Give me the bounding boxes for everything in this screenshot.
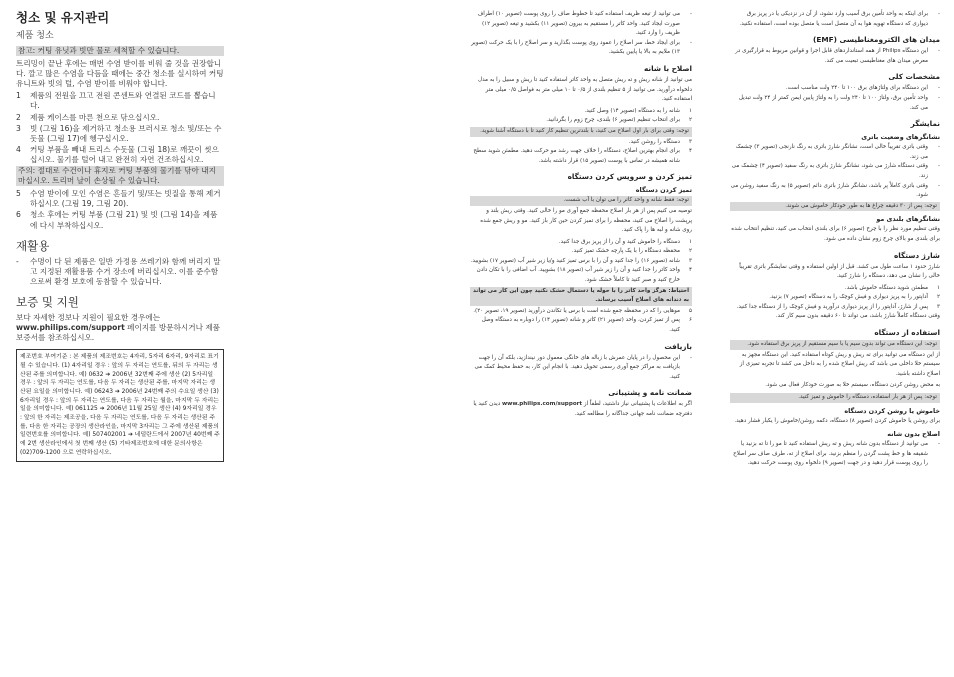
fa-length-title: نشانگرهای بلندی مو: [876, 215, 940, 224]
list-item: - برای ایجاد خط، سر اصلاح را عمود روی پوست بگذارید و سر اصلاح را با یک حرکت (تصویر ۱۳) ملایم به بالا یا پایین بکشید.: [471, 39, 692, 56]
fa-use-text2: به محض روشن کردن دستگاه، سیستم خلا به صورت خودکار فعال می شود.: [765, 382, 940, 389]
fa-clean-warning: احتیاط: هرگز واحد کاتر را با حوله یا دستمال خشک نکنید چون این کار می تواند به دندانه های اصلاح آسیب برساند.: [470, 287, 692, 306]
fa-length-text: وقتی تنظیم مورد نظر را با چرخ (تصویر ۶) برای بلندی انتخاب می کنید، تنظیم انتخاب شده برای بلندی مو بالای چرخ زوم نشان داده می شود.: [731, 226, 940, 242]
list-item: - این محصول را در پایان عمرش با زباله های خانگی معمول دور نیندازید، بلکه آن را جهت بازیافت به مراکز جمع آوری رسمی تحویل دهید. با انجام این کار، به حفظ محیط کمک می کنید.: [474, 354, 692, 380]
ko-title: 청소 및 유지관리: [16, 10, 110, 25]
list-item: ۱ دستگاه را خاموش کنید و آن را از پریز برق جدا کنید.: [558, 238, 692, 245]
fa-emf-title: میدان های الکترومغناطیسی (EMF): [812, 35, 940, 45]
fa-warranty-title: ضمانت نامه و پشتیبانی: [608, 388, 692, 398]
list-item: - وقتی باتری تقریباً خالی است، نشانگر شارژ باتری به رنگ نارنجی (تصویر ۳) چشمک می زند.: [735, 144, 940, 160]
fa-use-text: از این دستگاه می توانید برای ته ریش و ریش کوتاه استفاده کنید. این دستگاه مجهز به سیستم خلا داخلی می باشد که ریش اصلاح شده را به داخل می کشد تا تجربه تمیزی از اصلاح داشته باشید.: [739, 351, 940, 377]
fa-battery-note: توجه: پس از ۳۰ دقیقه چراغ ها به طور خودکار خاموش می شوند.: [730, 202, 940, 212]
fa-use-title: استفاده از دستگاه: [874, 328, 940, 338]
list-item: ۴ برای انجام بهترین اصلاح، دستگاه را خلاف جهت رشد مو حرکت دهید. مطمئن شوید سطح شانه همیشه در تماس با پوست (تصویر ۱۵) قرار داشته باشد.: [473, 148, 692, 164]
fa-battery-title: نشانگرهای وضعیت باتری: [861, 133, 940, 142]
ko-intro: 트리밍이 끝난 후에는 매번 수염 받이를 비워 줄 것을 권장합니다. 깔고 많은 수염을 다듬을 때에는 중간 청소를 실시하여 커팅 유니트와 빗의 털, 수염 받이를 비워야 합니다.: [16, 59, 224, 89]
list-item: - وقتی باتری کاملاً پر باشد، نشانگر شارژ باتری دائم (تصویر ۵) به رنگ سفید روشن می شود.: [730, 182, 940, 199]
list-item: 3 빗 (그림 16)을 제거하고 청소용 브러시로 청소 및/또는 수돗물 (그림 17)에 헹구십시오.: [16, 123, 222, 143]
fa-charge-title: شارژ دستگاه: [893, 250, 940, 260]
list-item: - واحد تأمین برق، ولتاژ ۱۰۰ تا ۲۴۰ ولت را به ولتاژ پایین ایمن کمتر از ۲۴ ولت تبدیل می کند.: [738, 94, 940, 111]
list-item: ۲ آداپتور را به پریز دیواری و فیش کوچک را به دستگاه (تصویر ۷) بزنید.: [769, 294, 940, 301]
list-item: ۵ موهایی را که در محفظه جمع شده است با برس یا تکاندن درآورید (تصویر ۱۹، تصویر ۲۰).: [473, 307, 692, 314]
fa-comb-text: می توانید از شانه ریش و ته ریش متصل به واحد کاتر استفاده کنید تا ریش و سبیل را به مدل دلخواه درآورید. می توانید از ۵ تنظیم بلندی از ۰/۵ تا ۱۰ میلی متر به فواصل ۰/۵ میلی متر استفاده کنید.: [478, 76, 692, 103]
list-item: - این دستگاه برای ولتاژهای برق ۱۰۰ تا ۲۴۰ ولت مناسب است.: [785, 85, 940, 92]
support-link[interactable]: www.philips.com/support: [502, 401, 583, 408]
list-item: 2 제품 케이스를 마른 천으로 닦으십시오.: [16, 112, 160, 122]
fa-use-note2: توجه: پس از هر بار استفاده، دستگاه را خاموش و تمیز کنید.: [730, 393, 940, 403]
serial-number-box: 제조번호 부여기준 : 본 제품의 제조번호는 4자리, 5자리 6자리, 9자리로 표기될 수 있습니다. (1) 4자리일 경우 : 앞의 두 자리는 연도를, 뒤의 두 자리는 생산된 주를 의미합니다. 예) 0632 ➔ 2006년 32번째 주에 생산 (2) 5자리일 경우 : 앞의 두 자리는 연도를, 다음 두 자리는 생산된 주를, 마지막 자리는 생산된 요일을 의미합니다. 예) 06243 ➔ 2006년 24번째 주의 수요일 생산 (3) 6자리일 경우 : 앞의 두 자리는 연도를, 다음 두 자리는 월을, 마지막 두 자리는 일을 의미합니다. 예) 061125 ➔ 2006년 11월 25일 생산 (4) 9자리일 경우 : 앞의 한 자리는 제조공을, 다음 두 자리는 연도를, 다음 두 자리는 생산된 주를, 다음 한 자리는 공장의 생산라인을, 마지막 3자리는 그 주에 생산된 제품의 일련번호를 의미합니다. 예) 507402001 ➔ 네덜란드에서 2007년 40번째 주에 2번 생산라인에서 첫 번째 생산 (5) 기타제조번호에 대한 문의사항은 (02)709-1200 으로 연락하십시오.: [16, 349, 224, 461]
ko-tip: 참고: 커팅 유닛과 빗만 물로 세척할 수 있습니다.: [16, 46, 224, 56]
list-item: 4 커팅 부품을 빼내 트리스 수돗물 (그림 18)로 깨끗이 씻으십시오. 물기를 털어 내고 완전히 자연 건조하십시오.: [16, 144, 219, 164]
ko-recycle-title: 재활용: [16, 238, 50, 253]
persian-right-column: [730, 10, 940, 469]
fa-warranty-text: اگر به اطلاعات یا پشتیبانی نیاز داشتید، لطفاً از www.philips.com/support دیدن کنید یا دفترچه ضمانت نامه جهانی جداگانه را مطالعه کنید.: [473, 401, 692, 417]
fa-noguard-title: اصلاح بدون شانه: [887, 430, 940, 439]
list-item: ۱ شانه را به دستگاه (تصویر ۱۴) وصل کنید.: [584, 107, 692, 114]
fa-comb-title: اصلاح با شانه: [644, 63, 692, 73]
ko-subtitle: 제품 청소: [16, 31, 54, 41]
list-item: ۳ دستگاه را روشن کنید.: [628, 138, 692, 145]
ko-warranty-title: 보증 및 지원: [16, 294, 79, 309]
list-item: 6 청소 후에는 커팅 부품 (그림 21) 및 빗 (그림 14)을 제품에 다시 부착하십시오.: [16, 210, 218, 230]
fa-display-title: نمایشگر: [910, 119, 940, 129]
list-item: ۳ شانه (تصویر ۱۶) را جدا کنید و آن را با برس تمیز کنید و/یا زیر شیر آب (تصویر ۱۷) بشویید.: [470, 257, 692, 264]
list-item: ۲ محفظه دستگاه را با یک پارچه خشک تمیز کنید.: [571, 248, 692, 255]
list-item: - 수명이 다 된 제품은 일반 가정용 쓰레기와 함께 버리지 말고 지정된 재활용품 수거 장소에 버리십시오. 이를 준수함으로써 환경 보호에 동참할 수 있습니다.: [16, 256, 221, 286]
list-item: 5 수염 받이에 모인 수염은 흔들기 및/또는 빗질을 통해 제거하십시오 (그림 19, 그림 20).: [16, 189, 221, 209]
fa-comb-note: توجه: وقتی برای بار اول اصلاح می کنید، با بلندترین تنظیم کار کنید تا با دستگاه آشنا شوید.: [470, 127, 692, 137]
list-item: ۲ برای انتخاب تنظیم (تصویر ۶) بلندی، چرخ زوم را بگردانید.: [546, 117, 692, 124]
fa-clean-note: توجه: فقط شانه و واحد کاتر را می توان با آب شست.: [470, 196, 692, 206]
fa-clean-title: تمیز کردن و سرویس کردن دستگاه: [567, 172, 692, 182]
list-item: ۱ مطمئن شوید دستگاه خاموش باشد.: [844, 284, 940, 291]
list-item: - می توانید از دستگاه بدون شانه ریش و ته ریش استفاده کنید تا مو را تا ته بزنید یا شقیقه ها و خط پشت گردن را منظم بزنید. برای اصلاح از ته، طرف صاف سر اصلاح را روی پوست قرار دهید و در جهت (تصویر ۹) دلخواه روی پوست حرکت دهید.: [733, 441, 940, 467]
fa-spec-title: مشخصات کلی: [888, 72, 940, 82]
list-item: - این دستگاه Philips از همه استانداردهای قابل اجرا و قوانین مربوط به قرارگیری در معرض میدان های مغناطیسی تبعیت می کند.: [735, 48, 940, 64]
fa-onoff-text: برای روشن یا خاموش کردن (تصویر ۸) دستگاه، دکمه روشن/خاموش را یکبار فشار دهید.: [734, 417, 940, 424]
ko-caution: 주의: 절대로 수건이나 휴지로 커팅 부품의 물기를 닦아 내지 마십시오. 트리머 날이 손상될 수 있습니다.: [16, 166, 224, 186]
fa-onoff-title: خاموش یا روشن کردن دستگاه: [844, 406, 940, 415]
fa-charge-after: وقتی دستگاه کاملاً شارژ باشد، می تواند تا ۶۰ دقیقه بدون سیم کار کند.: [775, 313, 940, 320]
list-item: ۳ پس از شارژ، آداپتور را از پریز دیواری درآورید و فیش کوچک را از دستگاه جدا کنید.: [736, 303, 940, 310]
fa-charge-text: شارژ حدود ۱ ساعت طول می کشد. قبل از اولین استفاده و وقتی نمایشگر باتری تقریباً خالی را نشان می دهد، دستگاه را شارژ کنید.: [739, 263, 940, 280]
list-item: - می توانید از تیغه ظریف استفاده کنید تا خطوط صاف را روی پوست (تصویر ۱۰) اطراف صورت ایجاد کنید. واحد کاتر را مستقیم به بیرون (تصویر ۱۱) بکشید و تیغه (تصویر ۱۲) ظریف را وارد کنید.: [477, 11, 692, 37]
ko-warranty-text: 보다 자세한 정보나 지원이 필요한 경우에는 www.philips.com/support 페이지를 방문하시거나 제품 보증서를 참조하십시오.: [16, 312, 221, 343]
list-item: 1 제품의 전원을 끄고 전원 콘센트와 연결된 코드를 뽑습니다.: [16, 91, 216, 111]
list-item: ۶ پس از تمیز کردن، واحد (تصویر ۲۱) کاتر و شانه (تصویر ۱۴) را دوباره به دستگاه وصل کنید.: [481, 317, 692, 334]
fa-clean-text: توصیه می کنیم پس از هر بار اصلاح محفظه جمع آوری مو را خالی کنید. وقتی ریش بلند و پرپشت را اصلاح می کنید، محفظه را برای تمیز کردن حین کار باز کنید. مو و ریش جمع شده روی شانه و لبه ها را پاک کنید.: [480, 207, 692, 234]
fa-recycle-title: بازیافت: [664, 341, 692, 351]
list-item: ۴ واحد کاتر را جدا کنید و آن را زیر شیر آب (تصویر ۱۸) بشویید. آب اضافی را با تکان دادن خارج کنید و صبر کنید تا کاملاً خشک شود.: [476, 267, 692, 284]
korean-column: [16, 10, 224, 462]
support-link[interactable]: www.philips.com/support: [16, 322, 125, 332]
fa-clean-subtitle: تمیز کردن دستگاه: [635, 186, 692, 195]
list-item: - وقتی دستگاه شارژ می شود، نشانگر شارژ باتری به رنگ سفید (تصویر ۴) چشمک می زند.: [731, 163, 940, 179]
list-item: - برای اینکه به واحد تأمین برق آسیب وارد نشود، از آن در نزدیکی یا در پریز برق دیواری که دستگاه تهویه هوا به آن متصل است یا متصل بوده است، استفاده نکنید.: [739, 11, 940, 27]
fa-use-note: توجه: این دستگاه می تواند بدون سیم یا با سیم مستقیم از پریز برق استفاده شود.: [730, 340, 940, 350]
persian-middle-column: [470, 10, 692, 422]
